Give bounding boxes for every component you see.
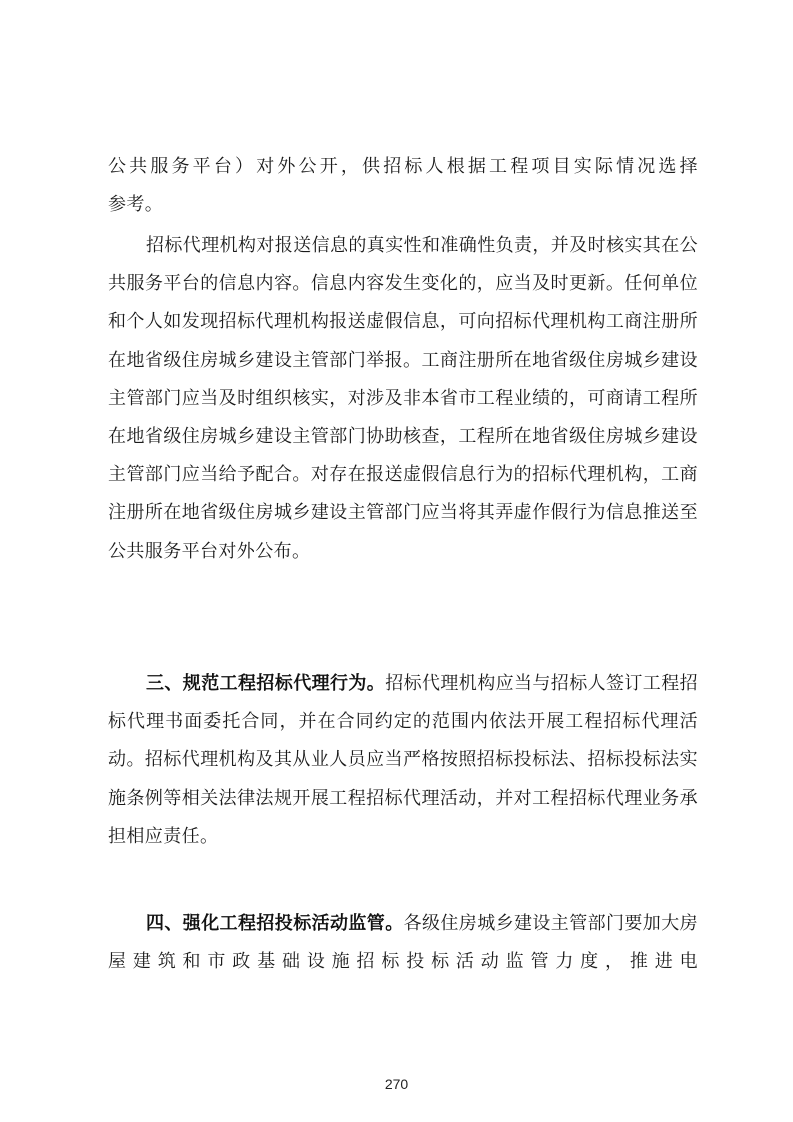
section-three-heading: 三、规范工程招标代理行为。: [146, 673, 386, 694]
section-four-body: 各级住房城乡建设主管部门要加大房屋建筑和市政基础设施招标投标活动监管力度，推进电: [108, 913, 699, 973]
page-number: 270: [384, 1076, 409, 1092]
section-four-heading: 四、强化工程招投标活动监管。: [146, 913, 404, 934]
section-four: [108, 905, 698, 981]
paragraph-continuation-end: 参考。: [108, 194, 164, 215]
paragraph-agency-information: 招标代理机构对报送信息的真实性和准确性负责，并及时核实其在公共服务平台的信息内容。信息内容发生变化的，应当及时更新。任何单位和个人如发现招标代理机构报送虚假信息，可向招标代理机构工商注册所在地省级住房城乡建设主管部门举报。工商注册所在地省级住房城乡建设主管部门应当及时组织核实，对涉及非本省市工程业绩的，可商请工程所在地省级住房城乡建设主管部门协助核查，工程所在地省级住房城乡建设主管部门应当给予配合。对存在报送虚假信息行为的招标代理机构，工商注册所在地省级住房城乡建设主管部门应当将其弄虚作假行为信息推送至公共服务平台对外公布。: [108, 235, 698, 562]
paragraph-continuation-line: 公共服务平台）对外公开，供招标人根据工程项目实际情况选择: [108, 156, 698, 177]
section-three: [108, 665, 698, 856]
section-three-body: 招标代理机构应当与招标人签订工程招标代理书面委托合同，并在合同约定的范围内依法开展工程招标代理活动。招标代理机构及其从业人员应当严格按照招标投标法、招标投标法实施条例等相关法律法规开展工程招标代理活动，并对工程招标代理业务承担相应责任。: [108, 673, 699, 847]
